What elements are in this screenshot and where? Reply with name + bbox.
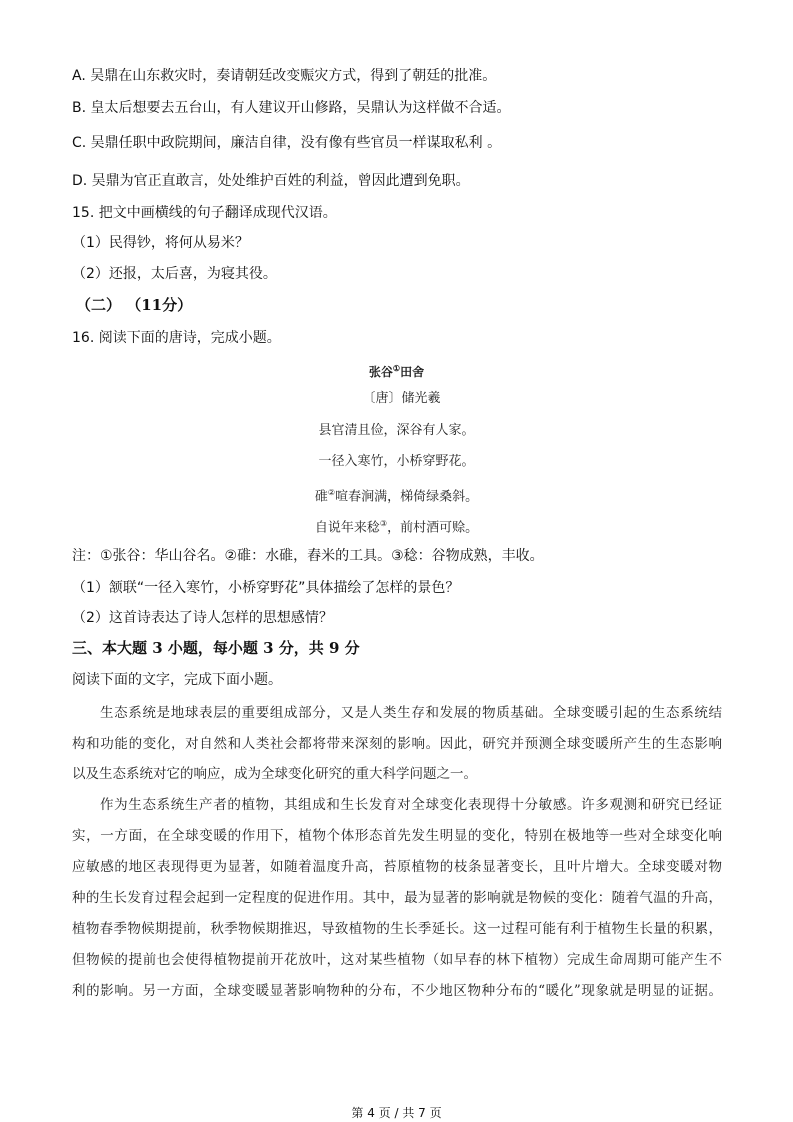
poem-line — [0, 515, 793, 537]
passage-line: 种的生长发育过程会起到一定程度的促进作用。其中，最为显著的影响就是物候的变化：随着气温的升高， — [72, 890, 722, 906]
question-15-sub2: （2）还报，太后喜，为寝其役。 — [72, 266, 277, 282]
option-a: A. 吴鼎在山东救灾时，奏请朝廷改变赈灾方式，得到了朝廷的批准。 — [72, 68, 497, 84]
question-15-sub1: （1）民得钞，将何从易米？ — [72, 235, 249, 251]
footnote-marker: ② — [327, 488, 336, 497]
passage-line: 以及生态系统对它的响应，成为全球变化研究的重大科学问题之一。 — [72, 766, 477, 782]
option-c: C. 吴鼎任职中政院期间，廉洁自律，没有像有些官员一样谋取私利 。 — [72, 135, 502, 151]
page-footer: 第 4 页 / 共 7 页 — [351, 1106, 442, 1120]
section-2-heading: （二） （11分） — [76, 296, 193, 314]
passage-line: 生态系统是地球表层的重要组成部分，又是人类生存和发展的物质基础。全球变暖引起的生态系统结 — [100, 705, 722, 721]
passage-line: 利的影响。另一方面，全球变暖显著影响物种的分布，不少地区物种分布的“暖化”现象就是明显的证据。 — [72, 983, 722, 999]
poem-title-text: 田舍 — [400, 365, 425, 379]
passage-line: 但物候的提前也会使得植物提前开花放叶，这对某些植物（如早春的林下植物）完成生命周期可能产生不 — [72, 952, 722, 968]
passage-line: 构和功能的变化，对自然和人类社会都将带来深刻的影响。因此，研究并预测全球变暖所产生的生态影响 — [72, 736, 722, 752]
poem-line: 县官清且俭，深谷有人家。 — [318, 423, 475, 438]
poem-author: 〔唐〕储光羲 — [362, 391, 441, 406]
poem-title-text: 张谷 — [368, 365, 393, 379]
question-16-sub1: （1）颔联“一径入寒竹，小桥穿野花”具体描绘了怎样的景色？ — [72, 580, 460, 596]
footnote-marker: ① — [392, 363, 401, 373]
passage-line: 应敏感的地区表现得更为显著，如随着温度升高，苔原植物的枝条显著变长，且叶片增大。全球变暖对物 — [72, 859, 722, 875]
option-d: D. 吴鼎为官正直敢言，处处维护百姓的利益，曾因此遭到免职。 — [72, 173, 470, 189]
option-b: B. 皇太后想要去五台山，有人建议开山修路，吴鼎认为这样做不合适。 — [72, 100, 511, 116]
poem-line — [0, 484, 793, 506]
poem-text: 碓 — [314, 489, 328, 505]
passage-line: 植物春季物候期提前，秋季物候期推迟，导致植物的生长季延长。这一过程可能有利于植物生长量的积累， — [72, 921, 722, 937]
poem-text: 喧春涧满，梯倚绿桑斜。 — [335, 489, 479, 505]
question-16-sub2: （2）这首诗表达了诗人怎样的思想感情？ — [72, 610, 333, 626]
section-3-heading: 三、本大题 3 小题，每小题 3 分，共 9 分 — [72, 639, 360, 657]
passage-line: 实，一方面，在全球变暖的作用下，植物个体形态首先发生明显的变化，特别在极地等一些对全球变化响 — [72, 828, 722, 844]
poem-line: 一径入寒竹，小桥穿野花。 — [318, 454, 475, 469]
footnote-marker: ③ — [379, 519, 388, 528]
passage-line: 作为生态系统生产者的植物，其组成和生长发育对全球变化表现得十分敏感。许多观测和研究已经证 — [100, 797, 722, 813]
poem-notes: 注：①张谷：华山谷名。②碓：水碓，舂米的工具。③稔：谷物成熟，丰收。 — [72, 548, 544, 564]
question-15: 15. 把文中画横线的句子翻译成现代汉语。 — [72, 205, 337, 221]
poem-text: 自说年来稔 — [314, 520, 380, 536]
poem-title — [0, 359, 793, 381]
poem-text: ，前村酒可赊。 — [387, 520, 479, 536]
reading-instruction: 阅读下面的文字，完成下面小题。 — [72, 672, 282, 688]
question-16: 16. 阅读下面的唐诗，完成小题。 — [72, 330, 281, 346]
